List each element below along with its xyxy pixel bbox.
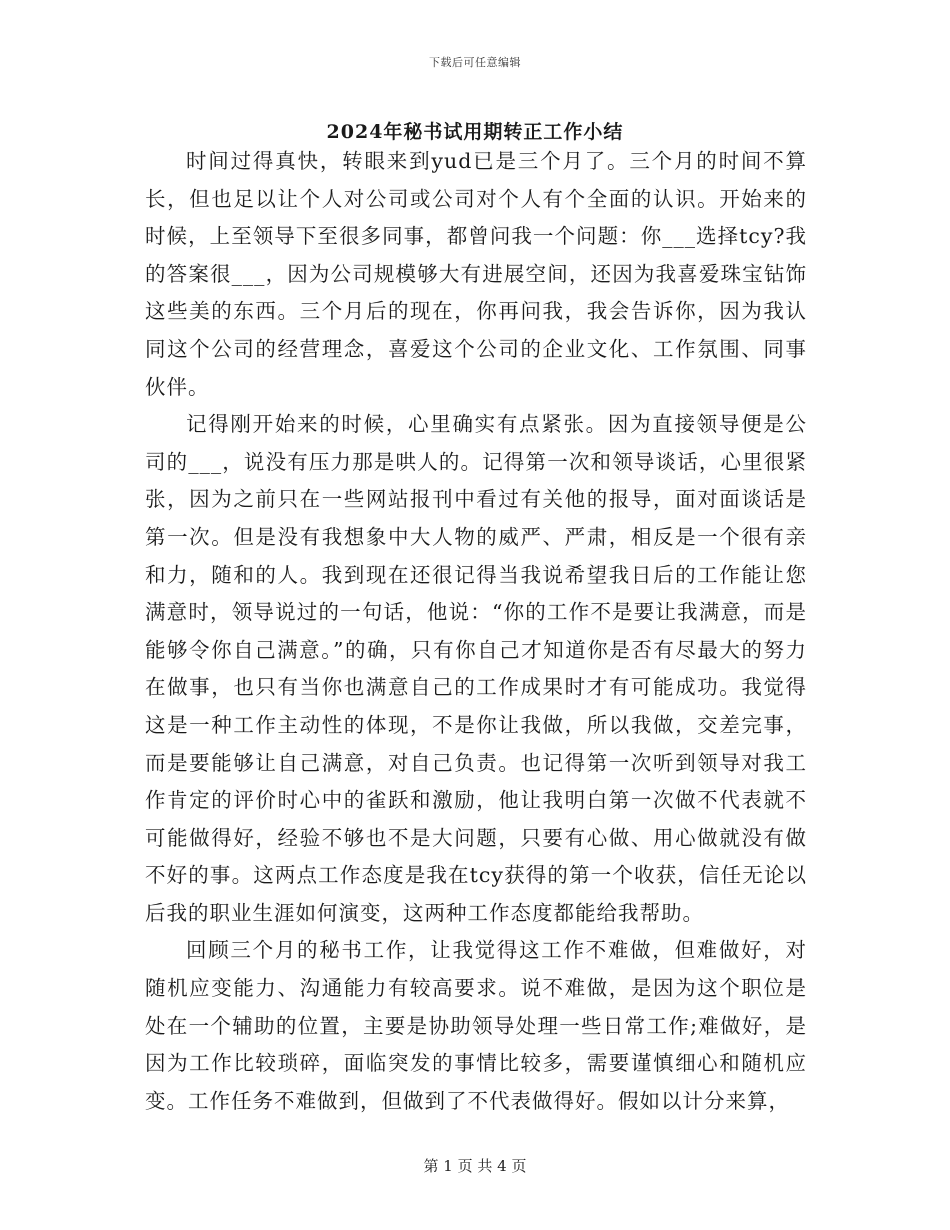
document-body: [145, 143, 807, 1120]
body-paragraph-2: 记得刚开始来的时候，心里确实有点紧张。因为直接领导便是公司的___，说没有压力那是哄人的。记得第一次和领导谈话，心里很紧张，因为之前只在一些网站报刊中看过有关他的报导，面对面谈话是第一次。但是没有我想象中大人物的威严、严肃，相反是一个很有亲和力，随和的人。我到现在还很记得当我说希望我日后的工作能让您满意时，领导说过的一句话，他说：“你的工作不是要让我满意，而是能够令你自己满意。”的确，只有你自己才知道你是否有尽最大的努力在做事，也只有当你也满意自己的工作成果时才有可能成功。我觉得这是一种工作主动性的体现，不是你让我做，所以我做，交差完事，而是要能够让自己满意，对自己负责。也记得第一次听到领导对我工作肯定的评价时心中的雀跃和激励，他让我明白第一次做不代表就不可能做得好，经验不够也不是大问题，只要有心做、用心做就没有做不好的事。这两点工作态度是我在tcy获得的第一个收获，信任无论以后我的职业生涯如何演变，这两种工作态度都能给我帮助。: [145, 412, 807, 925]
page-header-note: 下载后可任意编辑: [429, 56, 521, 69]
body-paragraph-1: 时间过得真快，转眼来到yud已是三个月了。三个月的时间不算长，但也足以让个人对公司或公司对个人有个全面的认识。开始来的时候，上至领导下至很多同事，都曾问我一个问题：你___选择tcy?我的答案很___，因为公司规模够大有进展空间，还因为我喜爱珠宝钻饰这些美的东西。三个月后的现在，你再问我，我会告诉你，因为我认同这个公司的经营理念，喜爱这个公司的企业文化、工作氛围、同事伙伴。: [145, 149, 807, 399]
body-paragraph-3: 回顾三个月的秘书工作，让我觉得这工作不难做，但难做好，对随机应变能力、沟通能力有较高要求。说不难做，是因为这个职位是处在一个辅助的位置，主要是协助领导处理一些日常工作;难做好，是因为工作比较琐碎，面临突发的事情比较多，需要谨慎细心和随机应变。工作任务不难做到，但做到了不代表做得好。假如以计分来算，: [145, 938, 807, 1113]
page-number: 第 1 页 共 4 页: [423, 1157, 527, 1175]
document-title: 2024年秘书试用期转正工作小结: [326, 121, 624, 143]
